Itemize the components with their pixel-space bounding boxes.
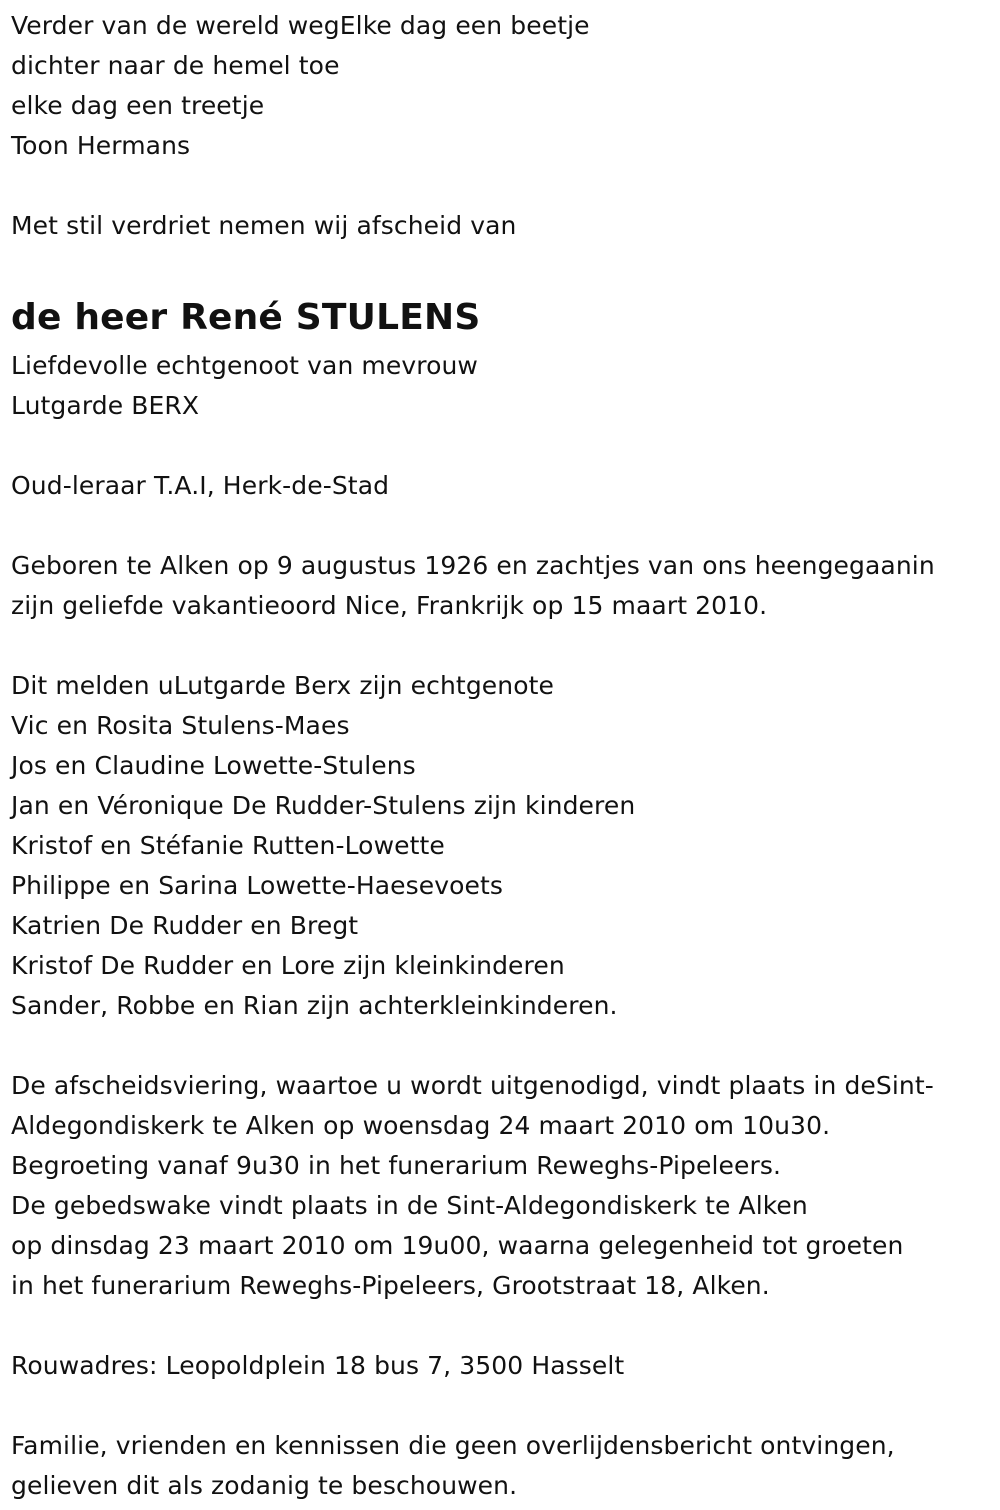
- family-line: Vic en Rosita Stulens-Maes: [11, 711, 350, 740]
- spouse-section: [11, 346, 996, 426]
- spacer: [11, 626, 996, 666]
- ceremony-line: Begroeting vanaf 9u30 in het funerarium Reweghs-Pipeleers.: [11, 1151, 781, 1180]
- ceremony-line: in het funerarium Reweghs-Pipeleers, Grootstraat 18, Alken.: [11, 1271, 770, 1300]
- spacer: [11, 426, 996, 466]
- family-line: Sander, Robbe en Rian zijn achterkleinkinderen.: [11, 991, 618, 1020]
- family-line: Jos en Claudine Lowette-Stulens: [11, 751, 416, 780]
- ceremony-line: op dinsdag 23 maart 2010 om 19u00, waarna gelegenheid tot groeten: [11, 1231, 904, 1260]
- family-line: Philippe en Sarina Lowette-Haesevoets: [11, 871, 504, 900]
- poem-author: Toon Hermans: [11, 131, 191, 160]
- spacer: [11, 1026, 996, 1066]
- closing-line: gelieven dit als zodanig te beschouwen.: [11, 1471, 518, 1500]
- family-line: Dit melden uLutgarde Berx zijn echtgenote: [11, 671, 555, 700]
- spacer: [11, 246, 996, 290]
- poem: [11, 6, 996, 166]
- birth-death-line: zijn geliefde vakantieoord Nice, Frankrijk op 15 maart 2010.: [11, 591, 768, 620]
- poem-line: Verder van de wereld wegElke dag een beetje: [11, 11, 590, 40]
- family-section: [11, 666, 996, 1026]
- obituary-notice: [11, 6, 996, 1506]
- mourning-address: Rouwadres: Leopoldplein 18 bus 7, 3500 Hasselt: [11, 1351, 625, 1380]
- family-line: Kristof en Stéfanie Rutten-Lowette: [11, 831, 445, 860]
- ceremony-line: De afscheidsviering, waartoe u wordt uitgenodigd, vindt plaats in deSint-: [11, 1071, 934, 1100]
- family-line: Kristof De Rudder en Lore zijn kleinkinderen: [11, 951, 565, 980]
- spacer: [11, 166, 996, 206]
- spacer: [11, 1386, 996, 1426]
- spouse-line: Liefdevolle echtgenoot van mevrouw: [11, 351, 478, 380]
- intro-text: Met stil verdriet nemen wij afscheid van: [11, 211, 517, 240]
- ceremony-line: De gebedswake vindt plaats in de Sint-Aldegondiskerk te Alken: [11, 1191, 808, 1220]
- spacer: [11, 1306, 996, 1346]
- deceased-name: de heer René STULENS: [11, 297, 481, 338]
- poem-line: dichter naar de hemel toe: [11, 51, 340, 80]
- closing-section: [11, 1426, 996, 1506]
- ceremony-line: Aldegondiskerk te Alken op woensdag 24 maart 2010 om 10u30.: [11, 1111, 831, 1140]
- closing-line: Familie, vrienden en kennissen die geen overlijdensbericht ontvingen,: [11, 1431, 895, 1460]
- birth-death-line: Geboren te Alken op 9 augustus 1926 en zachtjes van ons heengegaanin: [11, 551, 935, 580]
- spouse-name: Lutgarde BERX: [11, 391, 200, 420]
- family-line: Jan en Véronique De Rudder-Stulens zijn kinderen: [11, 791, 636, 820]
- family-line: Katrien De Rudder en Bregt: [11, 911, 359, 940]
- occupation: Oud-leraar T.A.I, Herk-de-Stad: [11, 471, 390, 500]
- birth-death-section: [11, 546, 996, 626]
- ceremony-section: [11, 1066, 996, 1306]
- poem-line: elke dag een treetje: [11, 91, 265, 120]
- spacer: [11, 506, 996, 546]
